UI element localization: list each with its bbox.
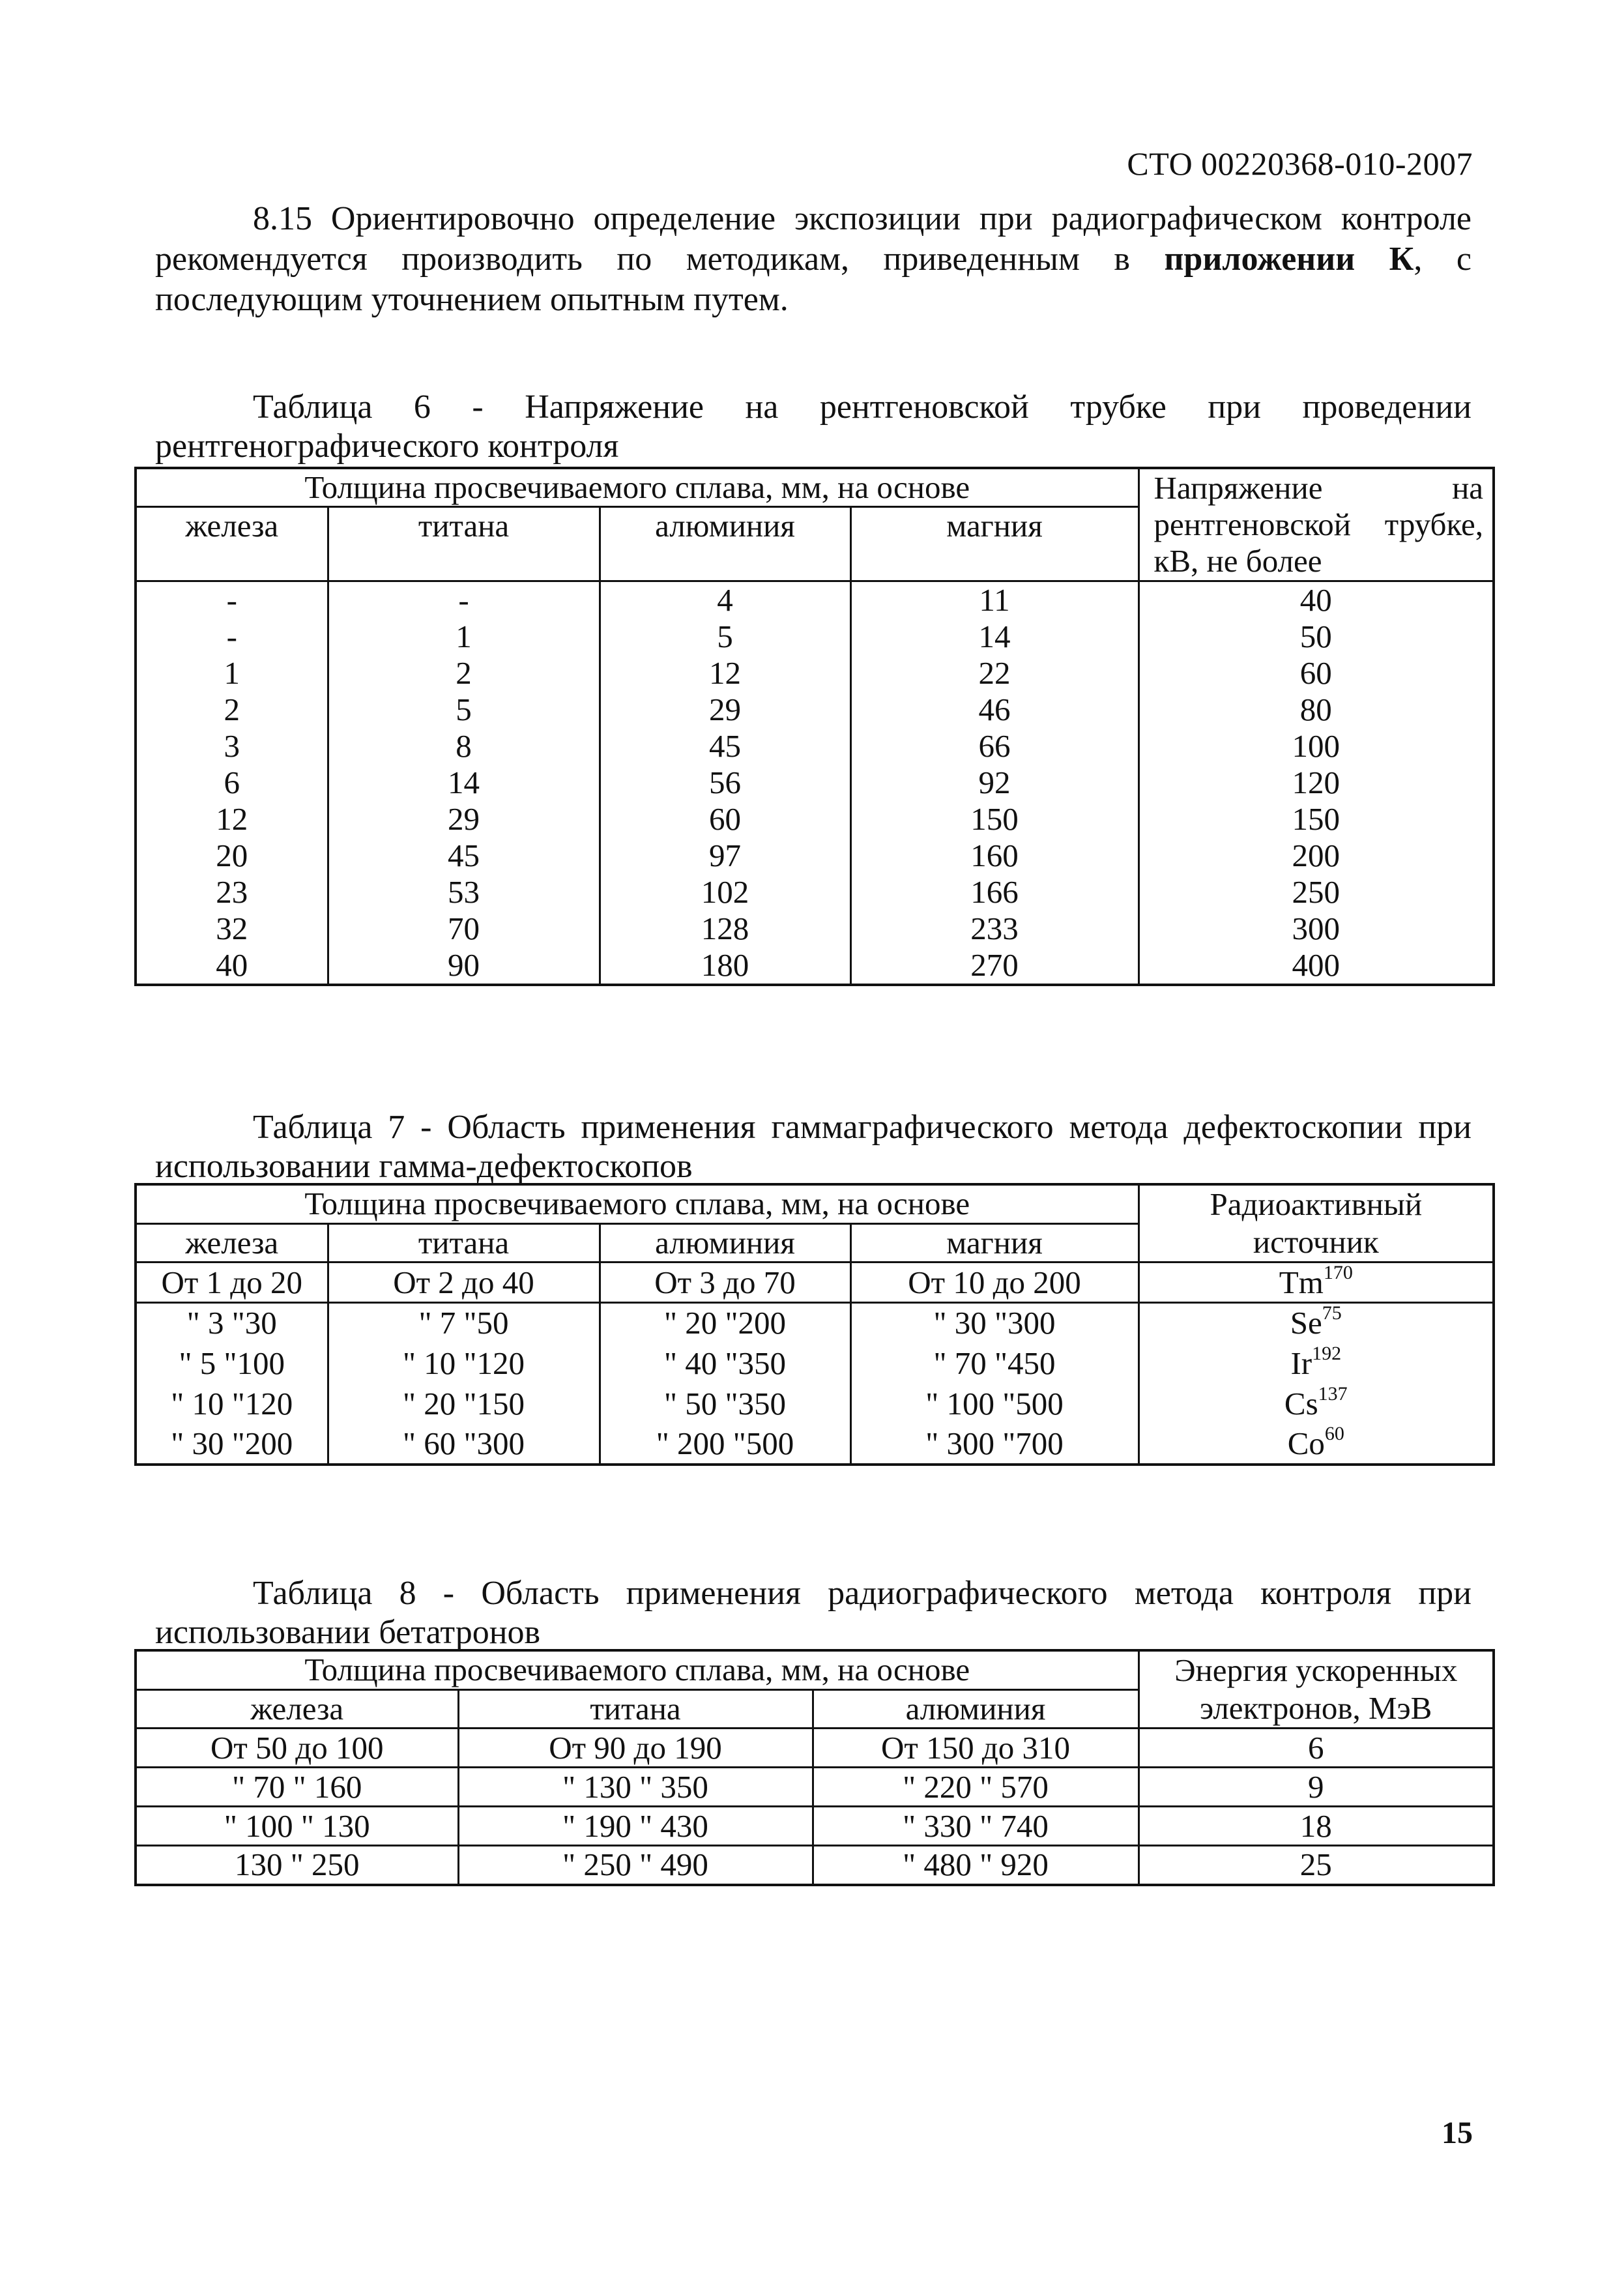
table-row	[136, 1846, 1494, 1885]
table-cell: 23	[136, 874, 328, 911]
table-cell: 25	[1138, 1846, 1494, 1885]
isotope-cell	[1138, 1262, 1494, 1303]
table7-col-magnesium: магния	[850, 1223, 1138, 1262]
table-cell: 9	[1138, 1768, 1494, 1807]
table-cell: 60	[1138, 655, 1494, 692]
table-cell: 200	[1138, 838, 1494, 874]
table-cell: " 20 "150	[328, 1384, 600, 1424]
table-cell: 270	[850, 947, 1138, 985]
table-cell: 90	[328, 947, 600, 985]
table-cell: " 20 "200	[600, 1303, 850, 1343]
table-row	[136, 801, 1494, 838]
table-cell: 102	[600, 874, 850, 911]
table-cell: 45	[600, 728, 850, 765]
table-cell: 92	[850, 765, 1138, 801]
table-row	[136, 619, 1494, 655]
table-cell: 1	[328, 619, 600, 655]
isotope-cell	[1138, 1424, 1494, 1465]
table-cell: " 250 " 490	[458, 1846, 813, 1885]
table-row	[136, 1768, 1494, 1807]
isotope-mass: 60	[1324, 1422, 1344, 1444]
table-row	[136, 1424, 1494, 1465]
paragraph-text-before: 8.15 Ориентировочно определение экспозиции при радиографическом контроле рекомендуется производить по методикам, приведенным в	[155, 200, 1472, 278]
paragraph-appendix-ref: приложении К	[1164, 241, 1414, 278]
table-row	[136, 692, 1494, 728]
table-cell: 4	[600, 581, 850, 619]
table-cell: 20	[136, 838, 328, 874]
table-cell: От 3 до 70	[600, 1262, 850, 1303]
isotope-mass: 192	[1312, 1342, 1342, 1364]
table-cell: -	[136, 581, 328, 619]
table-cell: " 3 "30	[136, 1303, 328, 1343]
table-cell: 3	[136, 728, 328, 765]
table-cell: 150	[850, 801, 1138, 838]
table-cell: 40	[136, 947, 328, 985]
isotope-cell	[1138, 1343, 1494, 1384]
table-cell: 250	[1138, 874, 1494, 911]
table-cell: " 40 "350	[600, 1343, 850, 1384]
table-cell: 160	[850, 838, 1138, 874]
isotope-symbol: Ir	[1290, 1345, 1312, 1381]
table-row	[136, 1384, 1494, 1424]
table-cell: 5	[328, 692, 600, 728]
table8-energy-header: Энергия ускоренных электронов, МэВ	[1138, 1650, 1494, 1729]
table-cell: 18	[1138, 1807, 1494, 1846]
table7-caption: Таблица 7 - Область применения гаммаграфического метода дефектоскопии при использовании гамма-дефектоскопов	[155, 1109, 1472, 1185]
table8-col-aluminium: алюминия	[813, 1689, 1138, 1729]
table-row	[136, 728, 1494, 765]
isotope-symbol: Tm	[1279, 1264, 1324, 1300]
table-cell: От 10 до 200	[850, 1262, 1138, 1303]
table-cell: 12	[136, 801, 328, 838]
table-cell: " 7 "50	[328, 1303, 600, 1343]
table-cell: 97	[600, 838, 850, 874]
table-cell: 40	[1138, 581, 1494, 619]
table6-voltage-header: Напряжение на рентгеновской трубке, кВ, не более	[1138, 468, 1494, 581]
section-paragraph	[155, 199, 1472, 320]
table6-col-aluminium: алюминия	[600, 507, 850, 581]
table6-caption: Таблица 6 - Напряжение на рентгеновской трубке при проведении рентгенографического контроля	[155, 388, 1472, 465]
table-cell: От 50 до 100	[136, 1729, 458, 1768]
table-row	[136, 1262, 1494, 1303]
table-row	[136, 1303, 1494, 1343]
table-cell: " 330 " 740	[813, 1807, 1138, 1846]
table6	[134, 467, 1495, 986]
table-row	[136, 765, 1494, 801]
table-cell: 8	[328, 728, 600, 765]
table-cell: 128	[600, 911, 850, 947]
table6-group-header: Толщина просвечиваемого сплава, мм, на основе	[136, 468, 1138, 507]
page-number: 15	[1442, 2116, 1473, 2150]
isotope-cell	[1138, 1303, 1494, 1343]
table-cell: " 10 "120	[328, 1343, 600, 1384]
table-cell: -	[136, 619, 328, 655]
table-row	[136, 838, 1494, 874]
isotope-mass: 75	[1322, 1302, 1342, 1324]
table-cell: 14	[850, 619, 1138, 655]
isotope-cell	[1138, 1384, 1494, 1424]
table-cell: От 2 до 40	[328, 1262, 600, 1303]
table7	[134, 1183, 1495, 1466]
table-cell: 14	[328, 765, 600, 801]
table-cell: " 220 " 570	[813, 1768, 1138, 1807]
table-cell: 5	[600, 619, 850, 655]
table-cell: 120	[1138, 765, 1494, 801]
table-cell: 2	[136, 692, 328, 728]
table-cell: -	[328, 581, 600, 619]
table-cell: 11	[850, 581, 1138, 619]
table-cell: 400	[1138, 947, 1494, 985]
table-cell: 66	[850, 728, 1138, 765]
table-cell: 22	[850, 655, 1138, 692]
table6-col-magnesium: магния	[850, 507, 1138, 581]
isotope-mass: 170	[1323, 1261, 1353, 1283]
table7-source-header: Радиоактивный источник	[1138, 1184, 1494, 1262]
table6-col-titanium: титана	[328, 507, 600, 581]
table-cell: 46	[850, 692, 1138, 728]
table-cell: 12	[600, 655, 850, 692]
table-cell: " 70 "450	[850, 1343, 1138, 1384]
table-cell: 45	[328, 838, 600, 874]
table-cell: " 5 "100	[136, 1343, 328, 1384]
table-cell: 32	[136, 911, 328, 947]
table7-col-iron: железа	[136, 1223, 328, 1262]
isotope-symbol: Se	[1290, 1305, 1322, 1341]
table-cell: 150	[1138, 801, 1494, 838]
table-cell: 130 " 250	[136, 1846, 458, 1885]
table-cell: 29	[328, 801, 600, 838]
table-cell: 56	[600, 765, 850, 801]
table-cell: 29	[600, 692, 850, 728]
table-cell: 233	[850, 911, 1138, 947]
table-row	[136, 655, 1494, 692]
table-row	[136, 1729, 1494, 1768]
table7-group-header: Толщина просвечиваемого сплава, мм, на основе	[136, 1184, 1138, 1223]
table8-col-titanium: титана	[458, 1689, 813, 1729]
table-cell: 6	[136, 765, 328, 801]
table-cell: 60	[600, 801, 850, 838]
isotope-symbol: Cs	[1284, 1385, 1318, 1422]
table-cell: 80	[1138, 692, 1494, 728]
table-row	[136, 581, 1494, 619]
table-cell: 50	[1138, 619, 1494, 655]
table-cell: 1	[136, 655, 328, 692]
table-row	[136, 1807, 1494, 1846]
table-cell: 70	[328, 911, 600, 947]
table-cell: " 480 " 920	[813, 1846, 1138, 1885]
table-cell: От 90 до 190	[458, 1729, 813, 1768]
table8-group-header: Толщина просвечиваемого сплава, мм, на основе	[136, 1650, 1138, 1689]
table7-col-aluminium: алюминия	[600, 1223, 850, 1262]
table-cell: 180	[600, 947, 850, 985]
table-cell: " 30 "300	[850, 1303, 1138, 1343]
table-cell: От 1 до 20	[136, 1262, 328, 1303]
table8-caption: Таблица 8 - Область применения радиографического метода контроля при использовании бетатронов	[155, 1575, 1472, 1651]
paragraph-text-after: , с последующим уточнением опытным путем.	[155, 241, 1472, 318]
table-cell: 2	[328, 655, 600, 692]
table-cell: " 70 " 160	[136, 1768, 458, 1807]
table-cell: От 150 до 310	[813, 1729, 1138, 1768]
isotope-symbol: Co	[1287, 1425, 1325, 1461]
table-cell: 100	[1138, 728, 1494, 765]
table-cell: 300	[1138, 911, 1494, 947]
table8	[134, 1649, 1495, 1886]
table-row	[136, 874, 1494, 911]
table-cell: " 100 "500	[850, 1384, 1138, 1424]
table-cell: " 60 "300	[328, 1424, 600, 1465]
table-cell: " 130 " 350	[458, 1768, 813, 1807]
table-cell: " 30 "200	[136, 1424, 328, 1465]
standard-code: СТО 00220368-010-2007	[1127, 145, 1473, 182]
table-row	[136, 947, 1494, 985]
table8-col-iron: железа	[136, 1689, 458, 1729]
table-cell: 166	[850, 874, 1138, 911]
table-cell: " 50 "350	[600, 1384, 850, 1424]
table-cell: " 300 "700	[850, 1424, 1138, 1465]
table-cell: " 100 " 130	[136, 1807, 458, 1846]
table6-col-iron: железа	[136, 507, 328, 581]
table-row	[136, 1343, 1494, 1384]
table-row	[136, 911, 1494, 947]
table-cell: " 200 "500	[600, 1424, 850, 1465]
isotope-mass: 137	[1318, 1382, 1348, 1405]
table-cell: 53	[328, 874, 600, 911]
table-cell: " 10 "120	[136, 1384, 328, 1424]
table7-col-titanium: титана	[328, 1223, 600, 1262]
table-cell: " 190 " 430	[458, 1807, 813, 1846]
table-cell: 6	[1138, 1729, 1494, 1768]
